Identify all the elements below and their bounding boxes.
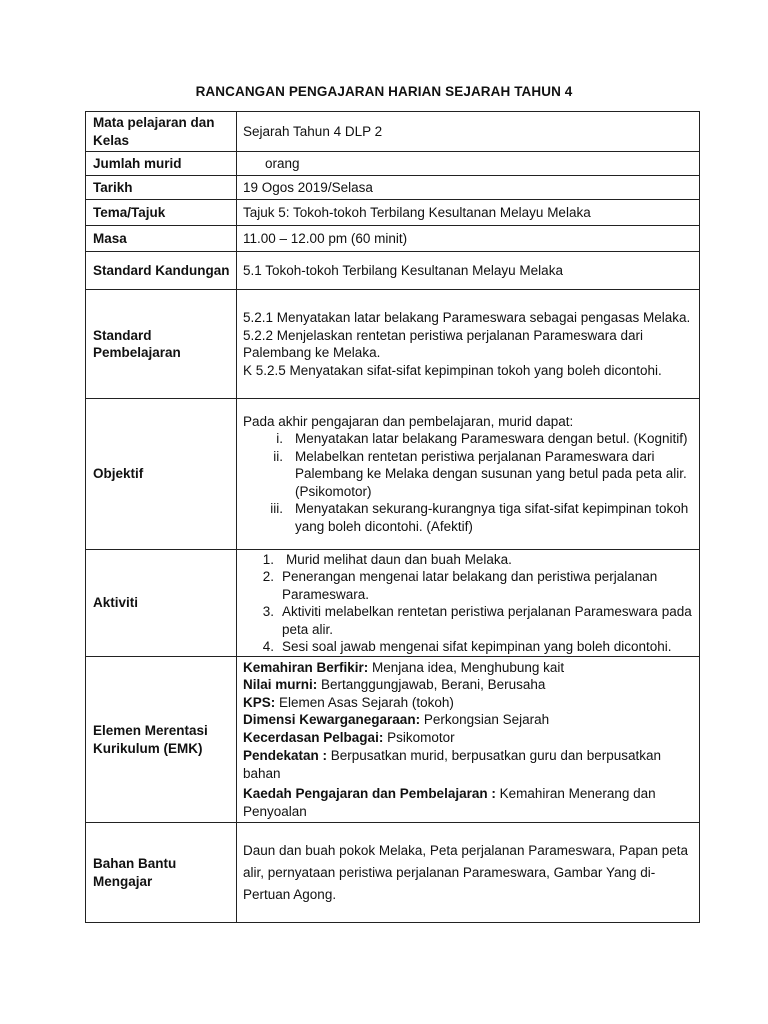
list-item-number: ii. bbox=[273, 448, 283, 464]
emk-item bbox=[243, 711, 693, 729]
emk-value: Bertanggungjawab, Berani, Berusaha bbox=[317, 677, 546, 693]
value-tema: Tajuk 5: Tokoh-tokoh Terbilang Kesultanan Melayu Melaka bbox=[237, 200, 700, 226]
list-item-text: Menyatakan sekurang-kurangnya tiga sifat-sifat kepimpinan tokoh yang boleh dicontohi. (Afektif) bbox=[295, 501, 689, 534]
list-item-text: Aktiviti melabelkan rentetan peristiwa perjalanan Parameswara pada peta alir. bbox=[282, 604, 692, 637]
value-objektif bbox=[237, 399, 700, 550]
row-standard-kandungan bbox=[86, 252, 700, 290]
value-masa: 11.00 – 12.00 pm (60 minit) bbox=[237, 226, 700, 252]
value-aktiviti bbox=[237, 550, 700, 657]
list-item-text: Penerangan mengenai latar belakang dan peristiwa perjalanan Parameswara. bbox=[282, 569, 658, 602]
list-item-text: Melabelkan rentetan peristiwa perjalanan Parameswara dari Palembang ke Melaka dengan susunan yang betul pada peta alir. (Psikomotor) bbox=[295, 448, 687, 499]
value-tarikh: 19 Ogos 2019/Selasa bbox=[237, 176, 700, 200]
objektif-list bbox=[243, 430, 693, 535]
emk-key: Kaedah Pengajaran dan Pembelajaran : bbox=[243, 786, 496, 802]
list-item-number: 2. bbox=[262, 569, 274, 584]
emk-item bbox=[243, 729, 693, 747]
emk-key: Kemahiran Berfikir: bbox=[243, 659, 369, 675]
row-masa bbox=[86, 226, 700, 252]
label-aktiviti: Aktiviti bbox=[86, 550, 237, 657]
emk-key: KPS: bbox=[243, 694, 276, 710]
list-item bbox=[243, 638, 693, 656]
emk-key: Dimensi Kewarganegaraan: bbox=[243, 712, 421, 728]
row-aktiviti bbox=[86, 550, 700, 657]
emk-value: Menjana idea, Menghubung kait bbox=[368, 659, 565, 675]
list-item bbox=[243, 500, 693, 535]
emk-value: Berpusatkan murid, berpusatkan guru dan berpusatkan bahan bbox=[243, 748, 661, 781]
label-standard-kandungan: Standard Kandungan bbox=[86, 252, 237, 290]
aktiviti-list bbox=[243, 551, 693, 656]
value-emk bbox=[237, 657, 700, 823]
list-item bbox=[243, 448, 693, 501]
emk-item bbox=[243, 785, 693, 820]
label-bahan-bantu: Bahan Bantu Mengajar bbox=[86, 823, 237, 923]
list-item-text: Menyatakan latar belakang Parameswara dengan betul. (Kognitif) bbox=[295, 431, 688, 447]
emk-key: Nilai murni: bbox=[243, 677, 318, 693]
emk-key: Kecerdasan Pelbagai: bbox=[243, 729, 384, 745]
label-masa: Masa bbox=[86, 226, 237, 252]
list-item-text: Sesi soal jawab mengenai sifat kepimpinan yang boleh dicontohi. bbox=[282, 639, 672, 654]
emk-value: Psikomotor bbox=[383, 729, 455, 745]
label-tema: Tema/Tajuk bbox=[86, 200, 237, 226]
label-objektif: Objektif bbox=[86, 399, 237, 550]
value-bahan-bantu: Daun dan buah pokok Melaka, Peta perjalanan Parameswara, Papan peta alir, pernyataan peristiwa perjalanan Parameswara, Gambar Yang di-Pertuan Agong. bbox=[237, 823, 700, 923]
list-item-number: 1. bbox=[262, 551, 274, 567]
row-standard-pembelajaran bbox=[86, 290, 700, 399]
label-tarikh: Tarikh bbox=[86, 176, 237, 200]
row-bahan-bantu bbox=[86, 823, 700, 923]
lesson-plan-table bbox=[85, 111, 700, 923]
emk-item bbox=[243, 659, 693, 677]
value-standard-kandungan: 5.1 Tokoh-tokoh Terbilang Kesultanan Melayu Melaka bbox=[237, 252, 700, 290]
label-mata-pelajaran: Mata pelajaran dan Kelas bbox=[86, 112, 237, 152]
value-jumlah-murid: orang bbox=[237, 152, 700, 176]
row-objektif bbox=[86, 399, 700, 550]
sp-line: K 5.2.5 Menyatakan sifat-sifat kepimpinan tokoh yang boleh dicontohi. bbox=[243, 362, 662, 378]
emk-key: Pendekatan : bbox=[243, 748, 328, 764]
list-item-number: i. bbox=[276, 431, 283, 447]
page-title: RANCANGAN PENGAJARAN HARIAN SEJARAH TAHUN 4 bbox=[195, 84, 573, 99]
objektif-intro: Pada akhir pengajaran dan pembelajaran, murid dapat: bbox=[243, 413, 574, 429]
emk-value: Kemahiran Menerang dan Penyoalan bbox=[243, 786, 656, 819]
emk-item bbox=[243, 747, 693, 782]
list-item bbox=[243, 568, 693, 603]
row-jumlah-murid bbox=[86, 152, 700, 176]
value-standard-pembelajaran bbox=[237, 290, 700, 399]
list-item-number: iii. bbox=[270, 501, 283, 517]
emk-value: Elemen Asas Sejarah (tokoh) bbox=[275, 694, 454, 710]
list-item-number: 4. bbox=[262, 639, 274, 654]
list-item-text: Murid melihat daun dan buah Melaka. bbox=[286, 551, 512, 567]
list-item bbox=[243, 603, 693, 638]
row-emk bbox=[86, 657, 700, 823]
label-emk: Elemen Merentasi Kurikulum (EMK) bbox=[86, 657, 237, 823]
emk-item bbox=[243, 694, 693, 712]
row-mata-pelajaran bbox=[86, 112, 700, 152]
list-item bbox=[243, 551, 693, 569]
row-tarikh bbox=[86, 176, 700, 200]
sp-line: 5.2.1 Menyatakan latar belakang Parameswara sebagai pengasas Melaka. bbox=[243, 310, 691, 325]
sp-line: 5.2.2 Menjelaskan rentetan peristiwa perjalanan Parameswara dari Palembang ke Melaka. bbox=[243, 327, 643, 360]
list-item bbox=[243, 430, 693, 448]
emk-item bbox=[243, 676, 693, 694]
row-tema bbox=[86, 200, 700, 226]
list-item-number: 3. bbox=[262, 604, 274, 619]
value-mata-pelajaran: Sejarah Tahun 4 DLP 2 bbox=[237, 112, 700, 152]
label-jumlah-murid: Jumlah murid bbox=[86, 152, 237, 176]
label-standard-pembelajaran: Standard Pembelajaran bbox=[86, 290, 237, 399]
emk-value: Perkongsian Sejarah bbox=[420, 712, 550, 728]
